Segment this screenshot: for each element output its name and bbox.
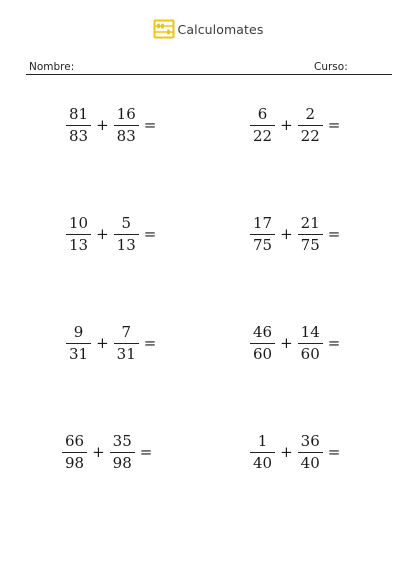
fraction-bar [66, 125, 91, 126]
fraction-b [110, 432, 135, 473]
name-label: Nombre: [29, 61, 75, 73]
numerator: 66 [65, 432, 85, 450]
fraction-a [66, 214, 91, 255]
fraction-a [62, 432, 87, 473]
denominator: 13 [69, 236, 89, 254]
plus-sign: + [280, 334, 293, 352]
fraction-bar [114, 125, 139, 126]
denominator: 22 [253, 127, 273, 145]
denominator: 60 [253, 345, 273, 363]
numerator: 9 [73, 323, 84, 341]
equals-sign: = [327, 334, 341, 352]
numerator: 5 [121, 214, 131, 232]
plus-sign: + [96, 225, 109, 243]
plus-sign: + [92, 443, 105, 461]
denominator: 98 [65, 454, 85, 472]
denominator: 83 [116, 127, 136, 145]
fraction-bar [110, 452, 135, 453]
name-course-rule [26, 74, 392, 75]
equals-sign: = [327, 443, 341, 461]
denominator: 75 [300, 236, 320, 254]
numerator: 81 [69, 105, 89, 123]
equals-sign: = [327, 116, 341, 134]
fraction-bar [114, 234, 139, 235]
fraction-b [114, 214, 139, 255]
fraction-b [298, 323, 323, 364]
fraction-bar [298, 343, 323, 344]
fraction-bar [250, 343, 275, 344]
numerator: 21 [300, 214, 320, 232]
equals-sign: = [139, 443, 153, 461]
denominator: 40 [253, 454, 273, 472]
fraction-problem [250, 105, 345, 146]
numerator: 6 [257, 105, 268, 123]
fraction-a [250, 105, 275, 146]
plus-sign: + [96, 334, 109, 352]
course-label: Curso: [314, 61, 348, 73]
equals-sign: = [143, 116, 157, 134]
plus-sign: + [280, 443, 293, 461]
brand [153, 19, 264, 39]
brand-name: Calculomates [177, 21, 264, 37]
plus-sign: + [96, 116, 109, 134]
fraction-a [250, 214, 275, 255]
fraction-problem [62, 432, 157, 473]
fraction-bar [62, 452, 87, 453]
equals-sign: = [327, 225, 341, 243]
fraction-a [250, 432, 275, 473]
fraction-b [298, 432, 323, 473]
fraction-problem [66, 105, 161, 146]
plus-sign: + [280, 116, 293, 134]
fraction-bar [298, 452, 323, 453]
equals-sign: = [143, 225, 157, 243]
numerator: 1 [257, 432, 268, 450]
fraction-bar [66, 343, 91, 344]
numerator: 17 [253, 214, 273, 232]
fraction-problem [250, 323, 345, 364]
numerator: 36 [300, 432, 320, 450]
fraction-b [298, 105, 323, 146]
denominator: 22 [300, 127, 320, 145]
denominator: 75 [253, 236, 273, 254]
denominator: 13 [116, 236, 136, 254]
fraction-a [66, 105, 91, 146]
numerator: 14 [300, 323, 320, 341]
denominator: 31 [116, 345, 136, 363]
fraction-problem [250, 214, 345, 255]
numerator: 35 [112, 432, 132, 450]
fraction-b [114, 323, 139, 364]
numerator: 2 [305, 105, 315, 123]
denominator: 31 [69, 345, 89, 363]
fraction-bar [298, 234, 323, 235]
numerator: 16 [116, 105, 136, 123]
fraction-bar [250, 452, 275, 453]
denominator: 60 [300, 345, 320, 363]
denominator: 83 [69, 127, 89, 145]
fraction-bar [298, 125, 323, 126]
plus-sign: + [280, 225, 293, 243]
fraction-a [66, 323, 91, 364]
abacus-icon [153, 19, 175, 39]
page-header [0, 17, 416, 41]
numerator: 7 [121, 323, 131, 341]
equals-sign: = [143, 334, 157, 352]
fraction-problem [66, 323, 161, 364]
fraction-bar [250, 234, 275, 235]
fraction-bar [114, 343, 139, 344]
denominator: 40 [300, 454, 320, 472]
fraction-b [298, 214, 323, 255]
fraction-problem [66, 214, 161, 255]
fraction-bar [66, 234, 91, 235]
fraction-a [250, 323, 275, 364]
numerator: 10 [69, 214, 89, 232]
fraction-bar [250, 125, 275, 126]
numerator: 46 [253, 323, 273, 341]
fraction-problem [250, 432, 345, 473]
fraction-b [114, 105, 139, 146]
denominator: 98 [112, 454, 132, 472]
